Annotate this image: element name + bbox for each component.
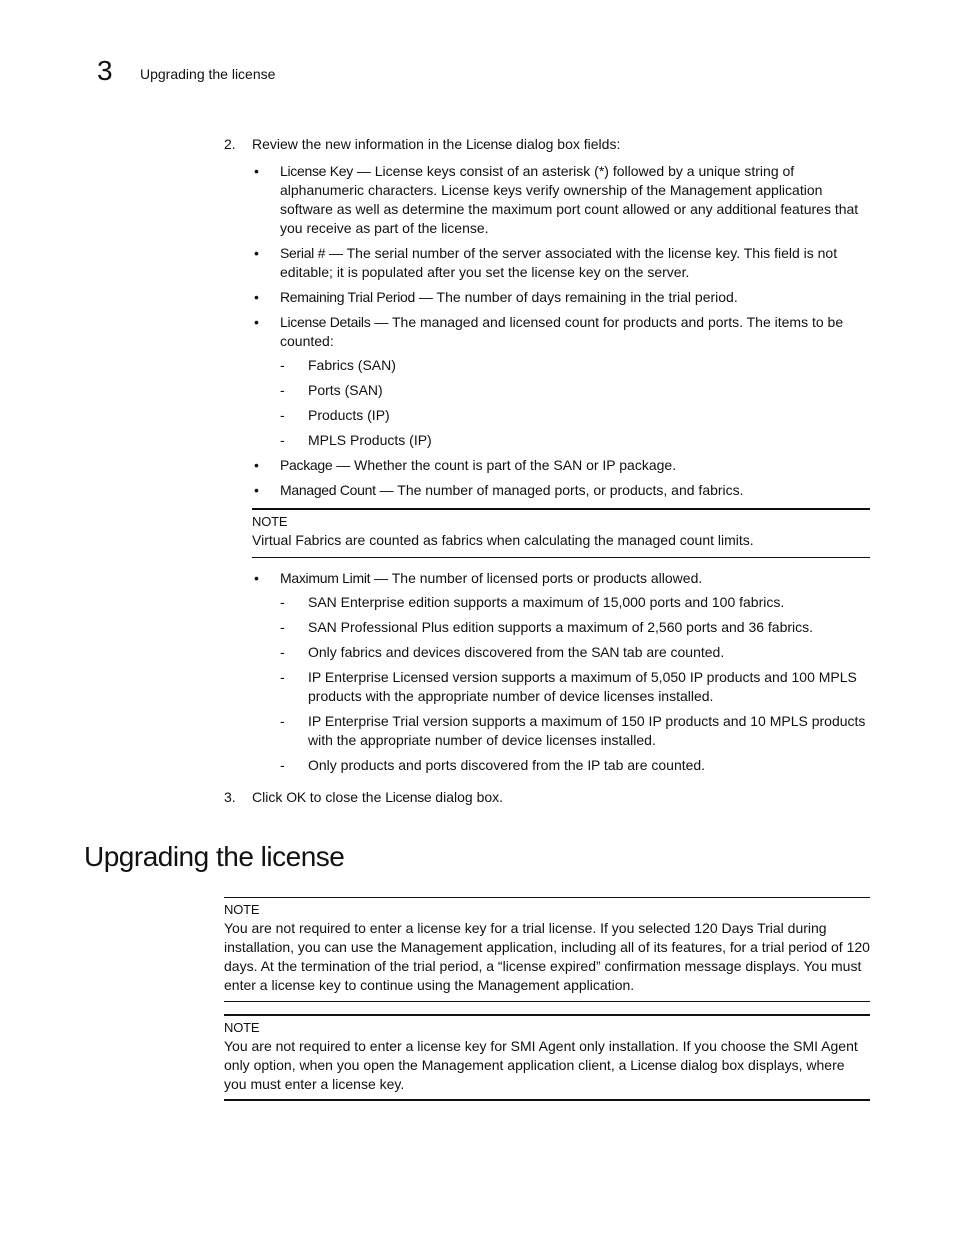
field-list — [252, 162, 870, 500]
sublist-item — [280, 643, 870, 662]
field-description: — The number of days remaining in the trial period. — [415, 289, 738, 305]
field-term: Managed Count — [280, 482, 376, 498]
bullet-icon: • — [254, 457, 259, 473]
note-smi-agent — [224, 1014, 870, 1101]
dash-icon: - — [280, 432, 285, 448]
field-term: Maximum Limit — [280, 570, 371, 586]
note-body: You are not required to enter a license key for a trial license. If you selected 120 Days Trial during installation, you can use the Management application, including all of its features, for a trial period of 120 days. At the termination of the trial period, a “license expired” confirmation message displays. You must enter a license key to continue using the Management application. — [224, 920, 870, 993]
dash-icon: - — [280, 407, 285, 423]
field-term: License Details — [280, 314, 371, 330]
sublist-text: Only fabrics and devices discovered from the — [308, 644, 592, 660]
ui-term: OK — [286, 789, 306, 805]
sublist-item — [280, 406, 870, 425]
sublist-item — [280, 381, 870, 400]
sublist-item — [280, 431, 870, 450]
dash-icon: - — [280, 713, 285, 729]
chapter-number: 3 — [97, 55, 113, 86]
list-item — [252, 288, 870, 307]
sublist-item — [280, 756, 870, 775]
note-text: dialog box displays, where you must enter a license key. — [224, 1057, 845, 1092]
procedure-body — [224, 135, 870, 781]
sublist-item — [280, 668, 870, 706]
sublist-text: MPLS Products (IP) — [308, 432, 432, 448]
bullet-icon: • — [254, 163, 259, 179]
ui-term: IP — [587, 757, 600, 773]
note-title: NOTE — [224, 1020, 260, 1035]
max-limit-list — [252, 569, 870, 775]
sublist-text: Ports (SAN) — [308, 382, 383, 398]
note-virtual-fabrics — [252, 508, 870, 558]
note-body — [224, 1037, 870, 1094]
sublist-item — [280, 356, 870, 375]
bullet-icon: • — [254, 570, 259, 586]
sublist-text: IP Enterprise Trial version supports a maximum of 150 IP products and 10 MPLS products with the appropriate number of device licenses installed. — [308, 713, 866, 748]
dash-icon: - — [280, 644, 285, 660]
list-item — [252, 244, 870, 282]
sublist-text: tab are counted. — [619, 644, 725, 660]
field-description: — The managed and licensed count for products and ports. The items to be counted: — [280, 314, 844, 349]
field-description: — The serial number of the server associated with the license key. This field is not editable; it is populated after you set the license key on the server. — [280, 245, 838, 280]
field-term: Package — [280, 457, 333, 473]
list-item — [252, 569, 870, 775]
sublist-text: SAN Enterprise edition supports a maximum of 15,000 ports and 100 fabrics. — [308, 594, 785, 610]
sublist-text: Products (IP) — [308, 407, 390, 423]
license-details-sublist — [280, 356, 870, 450]
dash-icon: - — [280, 619, 285, 635]
ui-term: License — [466, 136, 513, 152]
step-3 — [224, 788, 870, 807]
list-item — [252, 313, 870, 450]
step-number: 2. — [224, 136, 236, 152]
step-text: dialog box fields: — [512, 136, 621, 152]
step-text: Review the new information in the — [252, 136, 466, 152]
field-description: — The number of licensed ports or products allowed. — [370, 570, 703, 586]
sublist-text: Only products and ports discovered from the — [308, 757, 588, 773]
dash-icon: - — [280, 382, 285, 398]
list-item — [252, 162, 870, 238]
sublist-text: SAN Professional Plus edition supports a maximum of 2,560 ports and 36 fabrics. — [308, 619, 814, 635]
step-3-block — [224, 788, 870, 807]
field-term: Remaining Trial Period — [280, 289, 416, 305]
field-term: Serial # — [280, 245, 326, 261]
step-text: to close the — [305, 789, 386, 805]
max-limit-sublist — [280, 593, 870, 775]
sublist-text: Fabrics (SAN) — [308, 357, 396, 373]
step-2 — [224, 135, 870, 154]
field-description: — License keys consist of an asterisk (*) followed by a unique string of alphanumeric characters. License keys verify ownership of the Management application software as well as determine the maximum port count allowed or any additional features that you receive as part of the license. — [280, 163, 859, 236]
bullet-icon: • — [254, 289, 259, 305]
dash-icon: - — [280, 757, 285, 773]
dash-icon: - — [280, 669, 285, 685]
step-text: Click — [252, 789, 287, 805]
field-description: — The number of managed ports, or products, and fabrics. — [375, 482, 744, 498]
bullet-icon: • — [254, 245, 259, 261]
step-text: dialog box. — [431, 789, 504, 805]
running-section-title: Upgrading the license — [140, 66, 276, 82]
sublist-text: IP Enterprise Licensed version supports a maximum of 5,050 IP products and 100 MPLS products with the appropriate number of device licenses installed. — [308, 669, 857, 704]
bullet-icon: • — [254, 314, 259, 330]
sublist-item — [280, 593, 870, 612]
bullet-icon: • — [254, 482, 259, 498]
ui-term: License — [630, 1057, 677, 1073]
sublist-item — [280, 712, 870, 750]
ui-term: License — [385, 789, 432, 805]
note-body: Virtual Fabrics are counted as fabrics when calculating the managed count limits. — [252, 532, 754, 548]
sublist-text: tab are counted. — [600, 757, 706, 773]
note-title: NOTE — [224, 902, 260, 917]
ui-term: SAN — [591, 644, 620, 660]
note-trial-license — [224, 897, 870, 1002]
dash-icon: - — [280, 357, 285, 373]
list-item — [252, 456, 870, 475]
note-title: NOTE — [252, 514, 288, 529]
note-text: You are not required to enter a license key for SMI Agent only installation. If you choose the SMI Agent only option, when you open the Management application client, a — [224, 1038, 858, 1073]
sublist-item — [280, 618, 870, 637]
list-item — [252, 481, 870, 500]
field-term: License Key — [280, 163, 353, 179]
dash-icon: - — [280, 594, 285, 610]
section-heading: Upgrading the license — [84, 841, 345, 872]
step-number: 3. — [224, 789, 236, 805]
field-description: — Whether the count is part of the SAN or IP package. — [332, 457, 677, 473]
